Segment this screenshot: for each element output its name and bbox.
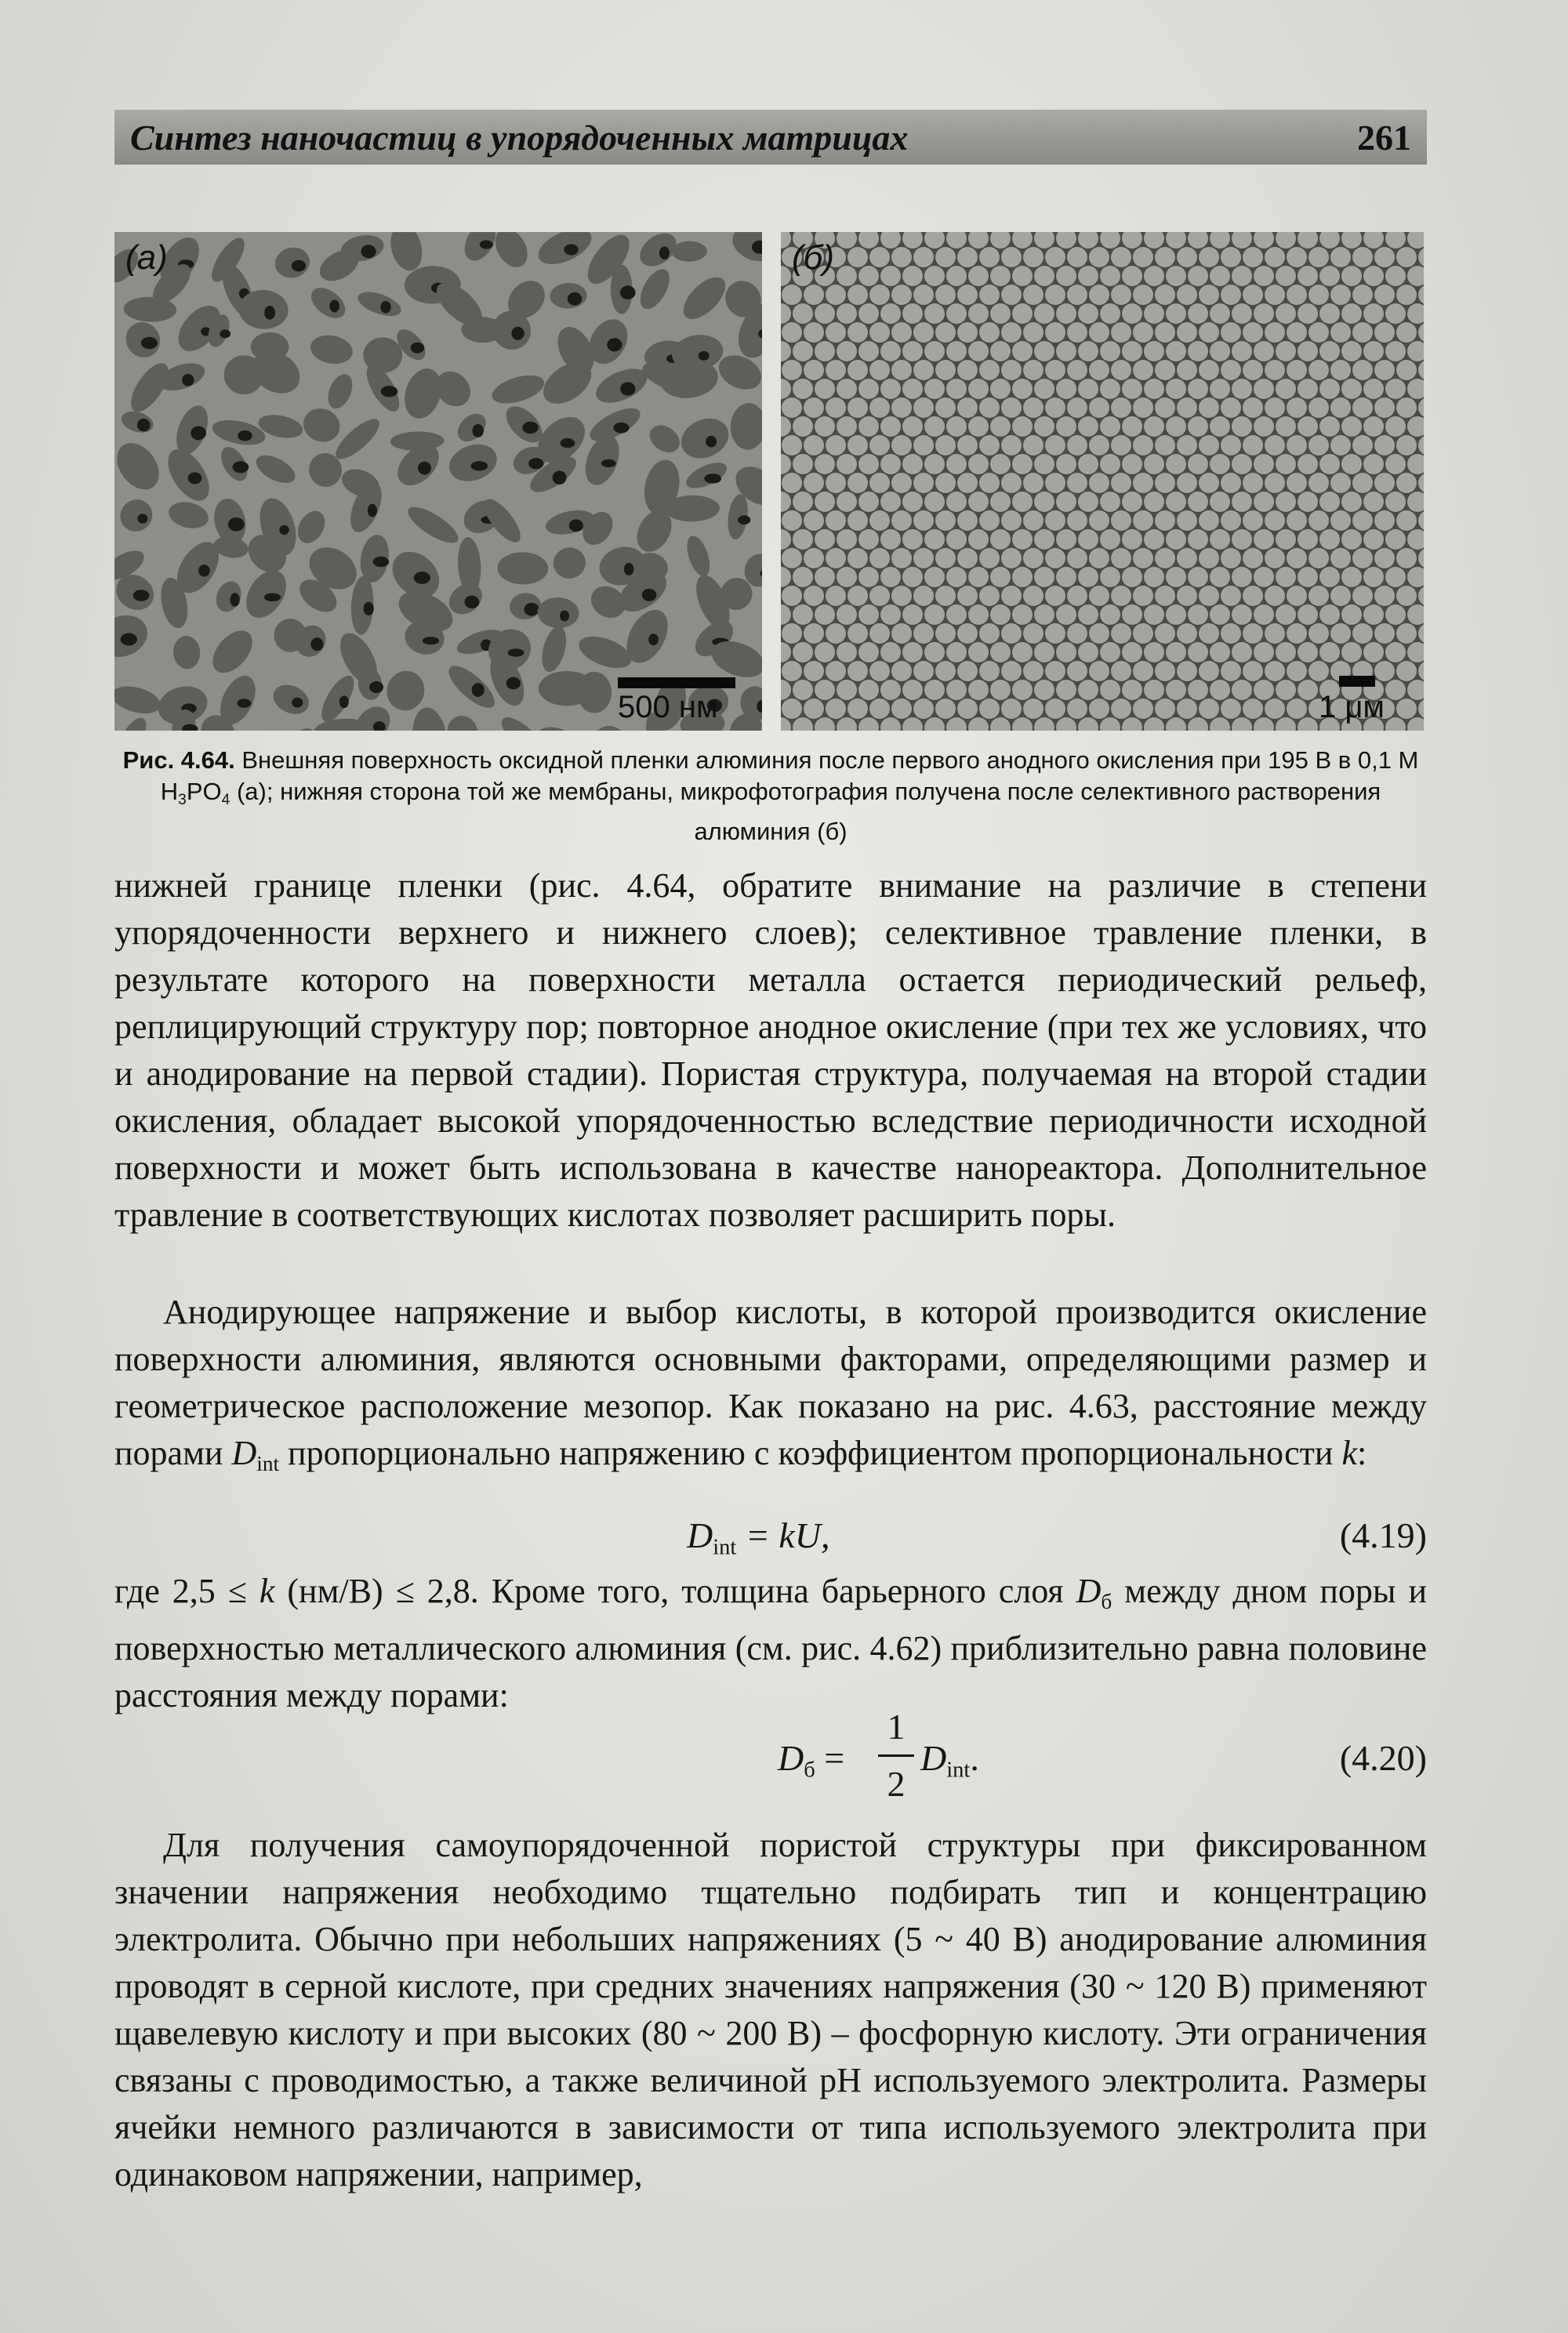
caption-sub-2: 4 bbox=[221, 791, 230, 808]
eq1-lhs-sub: int bbox=[713, 1535, 737, 1560]
eq2-denominator: 2 bbox=[887, 1764, 906, 1804]
eq2-fraction bbox=[878, 1701, 914, 1810]
eq2-rhs-tail: . bbox=[970, 1738, 979, 1778]
page-number: 261 bbox=[1357, 117, 1411, 158]
caption-text-3: (а); нижняя сторона той же мембраны, микрофотография получена после селективного растворения алюминия (б) bbox=[230, 778, 1381, 845]
equation-4-20 bbox=[114, 1701, 1427, 1811]
eq2-rhs: D bbox=[920, 1738, 947, 1778]
figure-panel-b bbox=[781, 232, 1424, 731]
eq2-lhs-sub: б bbox=[804, 1758, 815, 1783]
after-eq1-text-c: между дном поры и поверхностью металлического алюминия (см. рис. 4.62) приблизительно равна половине расстояния между порами: bbox=[114, 1572, 1428, 1715]
figure-panel-a bbox=[114, 232, 762, 731]
var-d: D bbox=[231, 1434, 257, 1472]
running-header bbox=[114, 110, 1427, 165]
eq2-rhs-sub: int bbox=[946, 1758, 971, 1783]
paragraph-1: нижней границе пленки (рис. 4.64, обратите внимание на различие в степени упорядоченности верхнего и нижнего слоев); селективное травление пленки, в результате которого на поверхности металла остается периодический рельеф, реплицирующий структуру пор; повторное анодное окисление (при тех же условиях, что и анодирование на первой стадии). Пористая структура, получаемая на второй стадии окисления, обладает высокой упорядоченностью вследствие периодичности исходной поверхности и может быть использована в качестве нанореактора. Дополнительное травление в соответствующих кислотах позволяет расширить поры. bbox=[114, 866, 1427, 1234]
paragraph-after-eq-4-19 bbox=[114, 1568, 1427, 1719]
eq1-lhs: D bbox=[687, 1515, 713, 1555]
header-title: Синтез наночастиц в упорядоченных матрицах bbox=[130, 117, 909, 158]
figure-caption bbox=[114, 745, 1427, 847]
paragraph-2-text-b: пропорционально напряжению с коэффициентом пропорциональности bbox=[279, 1434, 1342, 1472]
paragraph-2 bbox=[114, 1289, 1427, 1487]
var-d-sub: int bbox=[256, 1452, 280, 1476]
panel-label-b: (б) bbox=[792, 238, 835, 277]
equation-4-19 bbox=[114, 1515, 1427, 1562]
caption-label: Рис. 4.64. bbox=[122, 746, 235, 774]
paragraph-2-text-c: : bbox=[1356, 1434, 1367, 1472]
after-eq1-text-a: где 2,5 ≤ bbox=[114, 1572, 260, 1610]
scale-bar-b bbox=[1339, 676, 1375, 687]
scale-label-a: 500 нм bbox=[618, 690, 718, 724]
after-eq1-text-b: (нм/В) ≤ 2,8. Кроме того, толщина барьерного слоя bbox=[274, 1572, 1076, 1610]
equation-number-4-20: (4.20) bbox=[1339, 1738, 1427, 1778]
paragraph-3: Для получения самоупорядоченной пористой структуры при фиксированном значении напряжения необходимо тщательно подбирать тип и концентрацию электролита. Обычно при небольших напряжениях (5 ~ 40 В) анодирование алюминия проводят в серной кислоте, при средних значениях напряжения (30 ~ 120 В) применяют щавелевую кислоту и при высоких (80 ~ 200 В) – фосфорную кислоту. Эти ограничения связаны с проводимостью, а также величиной pH используемого электролита. Размеры ячейки немного различаются в зависимости от типа используемого электролита при одинаковом напряжении, например, bbox=[114, 1826, 1427, 2193]
after-eq1-d: D bbox=[1076, 1572, 1102, 1610]
after-eq1-d-sub: б bbox=[1101, 1590, 1112, 1614]
panel-label-a: (а) bbox=[125, 238, 168, 277]
scale-label-b: 1 μм bbox=[1319, 690, 1385, 724]
eq2-equals: = bbox=[815, 1738, 845, 1778]
caption-text-2: PO bbox=[186, 778, 222, 805]
sem-image-a bbox=[114, 232, 762, 731]
equation-4-19-expression bbox=[687, 1515, 830, 1561]
equation-number-4-19: (4.19) bbox=[1339, 1515, 1427, 1555]
caption-text-1: Внешняя поверхность оксидной пленки алюминия после первого анодного окисления при 195 В в 0,1 М H bbox=[160, 746, 1419, 805]
scale-bar-a bbox=[618, 677, 735, 688]
sem-image-b bbox=[781, 232, 1424, 731]
paragraph-2-text-a: Анодирующее напряжение и выбор кислоты, в которой производится окисление поверхности алюминия, являются основными факторами, определяющими размер и геометрическое расположение мезопор. Как показано на рис. 4.63, расстояние между порами bbox=[114, 1293, 1427, 1472]
eq2-lhs: D bbox=[778, 1738, 804, 1778]
var-k: k bbox=[1341, 1434, 1357, 1472]
eq2-numerator: 1 bbox=[887, 1707, 906, 1747]
after-eq1-k: k bbox=[259, 1572, 275, 1610]
eq1-rhs: = kU, bbox=[736, 1515, 830, 1555]
caption-sub-1: 3 bbox=[178, 791, 187, 808]
